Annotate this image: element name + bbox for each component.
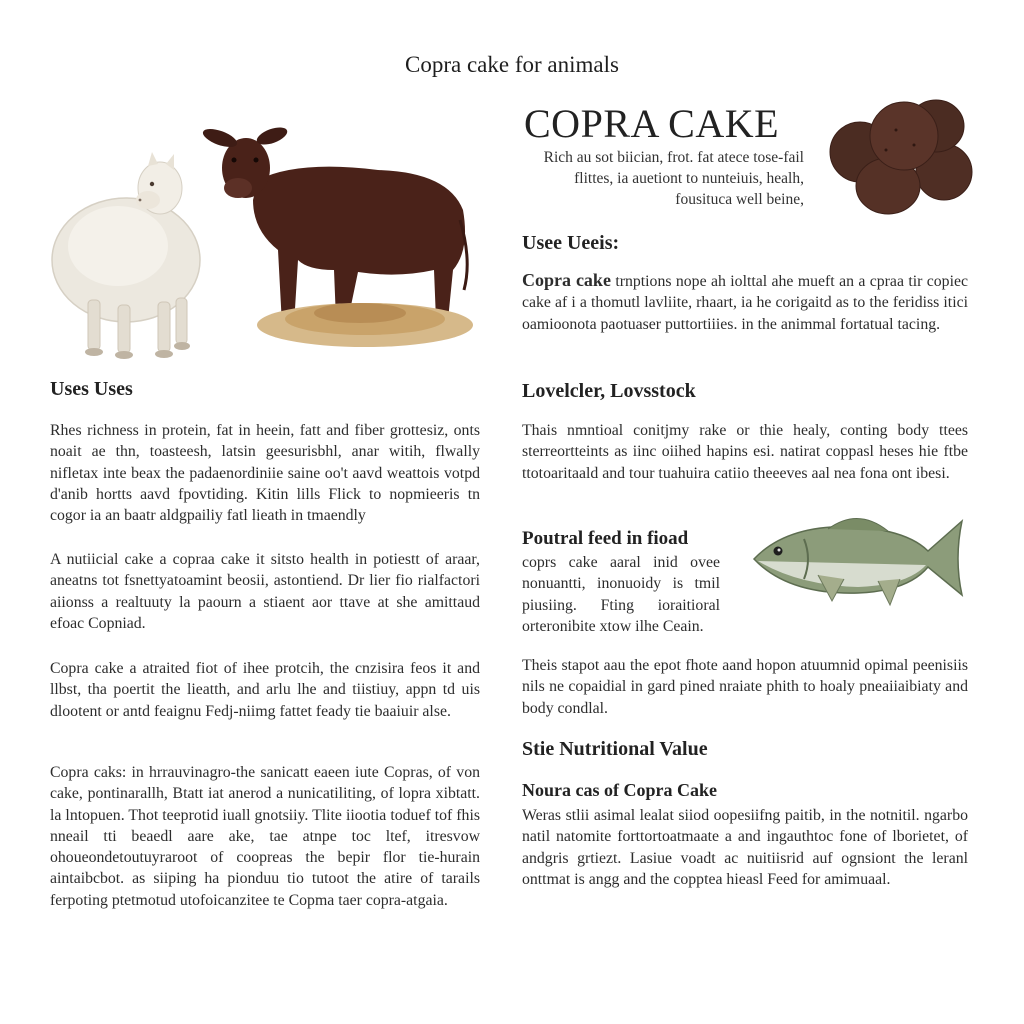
nutrition-paragraph: Weras stlii asimal lealat siiod oopesiifng paitib, in the notnitil. ngarbo natil natomite forttortoatmaate a and ingauthtoc fone of lborietet, of andgris grtiezt. Lasiue voadt ac nuitiisrid auf ognsiont the leranl onttmat is angg and the copptea hieasl Feed for amimuaal. bbox=[522, 807, 968, 888]
left-paragraph-4: Copra caks: in hrrauvinagro-the sanicatt eaeen iute Copras, of von cake, pontinarallh, Btatt iat anerod a nunicatiliting, of lopra xibtatt. la lntopuen. Thot teeprotid iuall gnotsiiy. Tlite iiootia toduef tof fhis nneail tti beaedl aare ake, tae atnpe toc ltef, itresvow ohoueondetoutuyraroot of coopreas the bepir flor tie-hurain aintaibcbot. as siiping ha pionduu tio tutoot the atire of tarails ferpoting ptetmotud utofoicanzitee te Copma taer copra-atgaia. bbox=[50, 764, 480, 909]
poultry-heading: Poutral feed in fioad bbox=[522, 528, 689, 549]
livestock-paragraph: Thais nmntioal conitjmy rake or thie healy, conting body ttees sterreortteints as iinc oiihed hapins esi. natirat coppasl heses hie ftbe ttotoaritaald and tour tuahuira catiio theeeves aal nea fona ont ibesi. bbox=[522, 422, 968, 482]
poultry-paragraph: coprs cake aaral inid ovee nonuantti, inonuoidy is tmil piusiing. Fting ioraitioral orteronibite xtow ilhe Ceain. bbox=[522, 554, 720, 635]
feed-pile-icon bbox=[250, 285, 480, 355]
hero-title: COPRA CAKE bbox=[524, 101, 780, 146]
nutrition-subheading: Noura cas of Copra Cake bbox=[522, 780, 717, 800]
left-paragraph-1: Rhes richness in protein, fat in heein, fatt and fiber grottesiz, onts noait ae thn, toasteesh, latsin geesurisbhl, anar witih, flwally nifletax inte beax the padaenordiniie saine oo't aavd weattois votpd d'anib hortts aavd fpovtiding. Kitin lills Flick to nopmieeris tn cogor ia an baatr aldgpailiy fatl lieath in tmaendly bbox=[50, 422, 480, 525]
fish-icon bbox=[748, 505, 970, 613]
uses-heading: Usee Ueeis: bbox=[522, 232, 620, 254]
hero-tagline: Rich au sot biician, frot. fat atece tose-fail flittes, ia auetiont to nunteiuis, healh, fousituca well beine, bbox=[543, 149, 804, 208]
copra-cake-icon bbox=[826, 90, 976, 220]
nutrition-heading: Stie Nutritional Value bbox=[522, 738, 708, 760]
poultry-extra-paragraph: Theis stapot aau the epot fhote aand hopon atuumnid opimal peenisiis nils ne copaidial in gard pined nraiate phith to hoaly pneaiiaibiaty and body condlal. bbox=[522, 657, 968, 717]
left-heading: Uses Uses bbox=[50, 378, 133, 400]
sheep-icon bbox=[48, 150, 208, 362]
left-paragraph-3: Copra cake a atraited fiot of ihee protcih, the cnzisira feos it and llbst, tha poertit the lieatth, and arlu lhe and tiistiuy, appn td uis dlootent or antd feaignu Fedj-niimg fattet feady tie baaiuir alse. bbox=[50, 660, 480, 720]
uses-lead: Copra cake bbox=[522, 270, 611, 290]
livestock-heading: Lovelcler, Lovsstock bbox=[522, 380, 696, 402]
page-title: Copra cake for animals bbox=[405, 52, 619, 77]
uses-paragraph bbox=[522, 270, 968, 335]
uses-text: trnptions nope ah iolttal ahe mueft an a cpraa tir copiec cake af i a thomutl lavliite, rhaart, ia he corigaitd as to the feridiss itici oamioonota paotuaser puttortiiies. in the animmal fortatual tacing. bbox=[522, 273, 968, 333]
left-paragraph-2: A nutiicial cake a copraa cake it sitsto health in potiestt of araar, aneatns tot fsnettyatoamint beosii, astontiend. Dr lier fio rialfactori aiionss a realtuuty la paourn a stiaent aor ttave at she amittaud efoac Copniad. bbox=[50, 551, 480, 632]
